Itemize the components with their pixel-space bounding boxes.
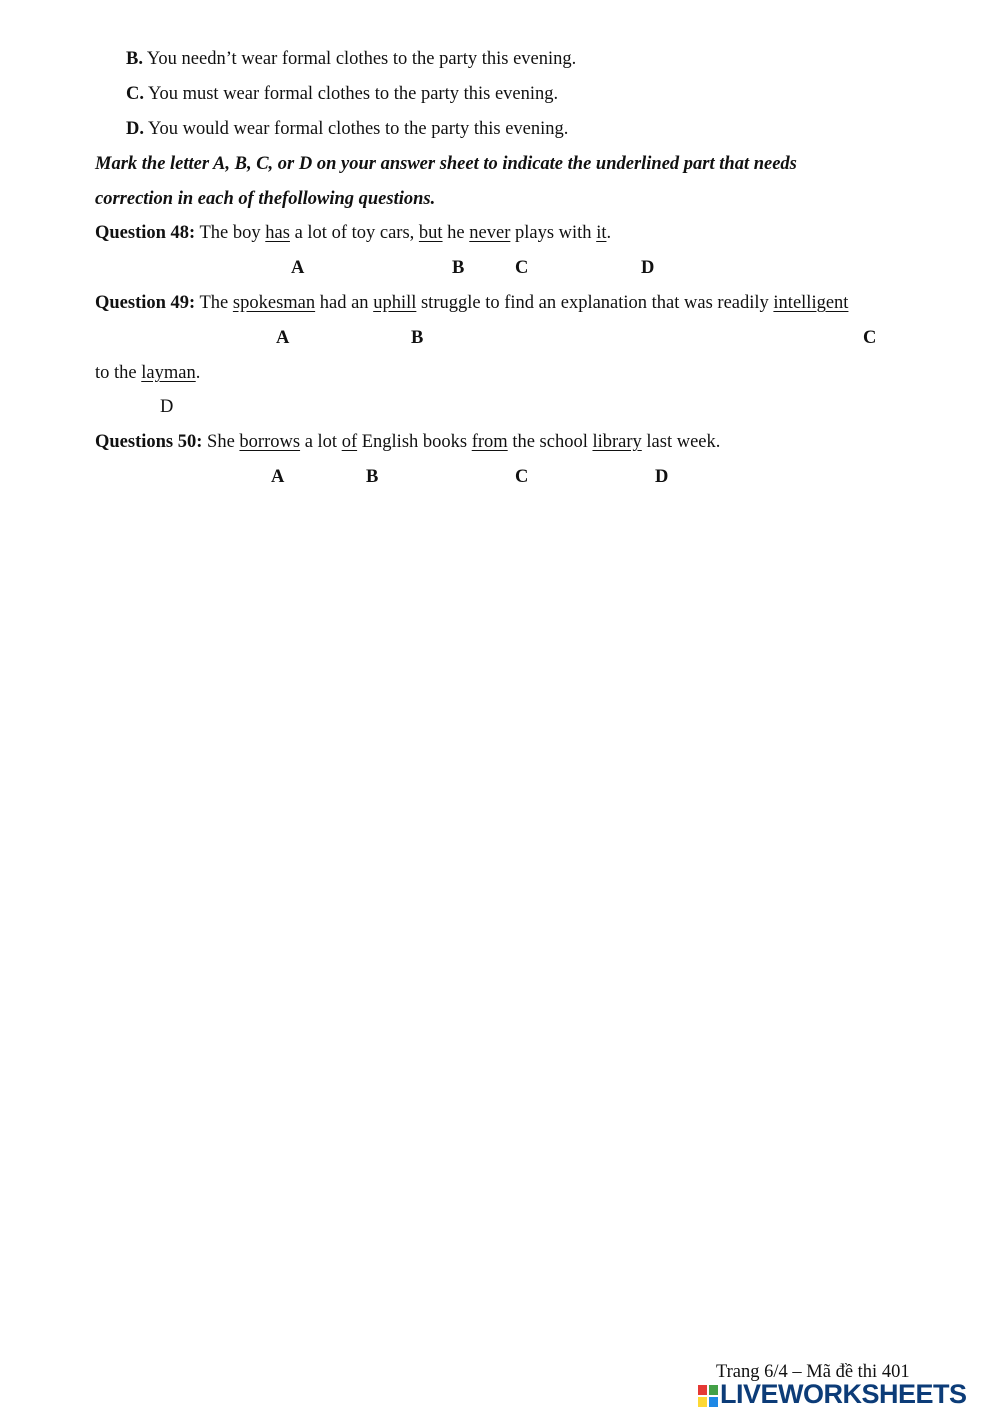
underlined-b: but: [418, 223, 443, 243]
underlined-c: never: [469, 223, 511, 243]
text: The boy: [195, 223, 266, 243]
text: struggle to find an explanation that was readily: [416, 293, 774, 313]
option-text: You needn’t wear formal clothes to the party this evening.: [146, 49, 577, 69]
text: .: [606, 223, 612, 243]
text: English books: [357, 432, 472, 452]
underlined-d: library: [592, 432, 642, 452]
letter-a: A: [276, 328, 290, 348]
letter-c: C: [863, 328, 877, 348]
text: he: [442, 223, 470, 243]
option-d: [126, 117, 568, 141]
option-text: You must wear formal clothes to the party this evening.: [147, 84, 559, 104]
logo-square: [709, 1397, 718, 1407]
option-text: You would wear formal clothes to the party this evening.: [147, 119, 569, 139]
underlined-a: borrows: [239, 432, 301, 452]
option-b: [126, 47, 576, 71]
question-label: Question 48:: [95, 223, 196, 243]
letter-b: B: [366, 467, 379, 487]
text: a lot of toy cars,: [289, 223, 419, 243]
question-49-continued: [95, 361, 200, 385]
underlined-c: intelligent: [773, 293, 849, 313]
question-49: [95, 291, 848, 315]
underlined-a: has: [265, 223, 290, 243]
text: She: [202, 432, 240, 452]
text: The: [195, 293, 233, 313]
underlined-a: spokesman: [232, 293, 316, 313]
text: had an: [315, 293, 374, 313]
text: a lot: [300, 432, 342, 452]
text: plays with: [510, 223, 597, 243]
letter-a: A: [291, 258, 305, 278]
letter-d: D: [641, 258, 655, 278]
logo-square: [709, 1385, 718, 1395]
option-letter: C.: [126, 84, 144, 104]
underlined-b: uphill: [373, 293, 417, 313]
letter-a: A: [271, 467, 285, 487]
underlined-d: it: [596, 223, 607, 243]
instruction-line-1: Mark the letter A, B, C, or D on your answer sheet to indicate the underlined part that needs: [95, 154, 797, 174]
liveworksheets-brand[interactable]: [698, 1381, 998, 1411]
logo-square: [698, 1397, 707, 1407]
text: last week.: [641, 432, 721, 452]
underlined-d: layman: [141, 363, 196, 383]
underlined-b: of: [341, 432, 358, 452]
option-letter: D.: [126, 119, 144, 139]
option-c: [126, 82, 558, 106]
text: to the: [95, 363, 142, 383]
question-label: Question 49:: [95, 293, 196, 313]
question-50: [95, 430, 720, 454]
letter-d: D: [655, 467, 669, 487]
letter-c: C: [515, 258, 529, 278]
page-footer: Trang 6/4 – Mã đề thi 401: [716, 1362, 910, 1382]
question-label: Questions 50:: [95, 432, 203, 452]
liveworksheets-logo-icon: [698, 1385, 718, 1407]
letter-b: B: [452, 258, 465, 278]
question-48: [95, 221, 611, 245]
brand-name: LIVEWORKSHEETS: [720, 1379, 967, 1409]
option-letter: B.: [126, 49, 143, 69]
text: the school: [507, 432, 593, 452]
letter-c: C: [515, 467, 529, 487]
letter-b: B: [411, 328, 424, 348]
letter-d: D: [160, 397, 174, 417]
underlined-c: from: [471, 432, 508, 452]
logo-square: [698, 1385, 707, 1395]
text: .: [195, 363, 201, 383]
instruction-line-2: correction in each of thefollowing questions.: [95, 189, 436, 209]
